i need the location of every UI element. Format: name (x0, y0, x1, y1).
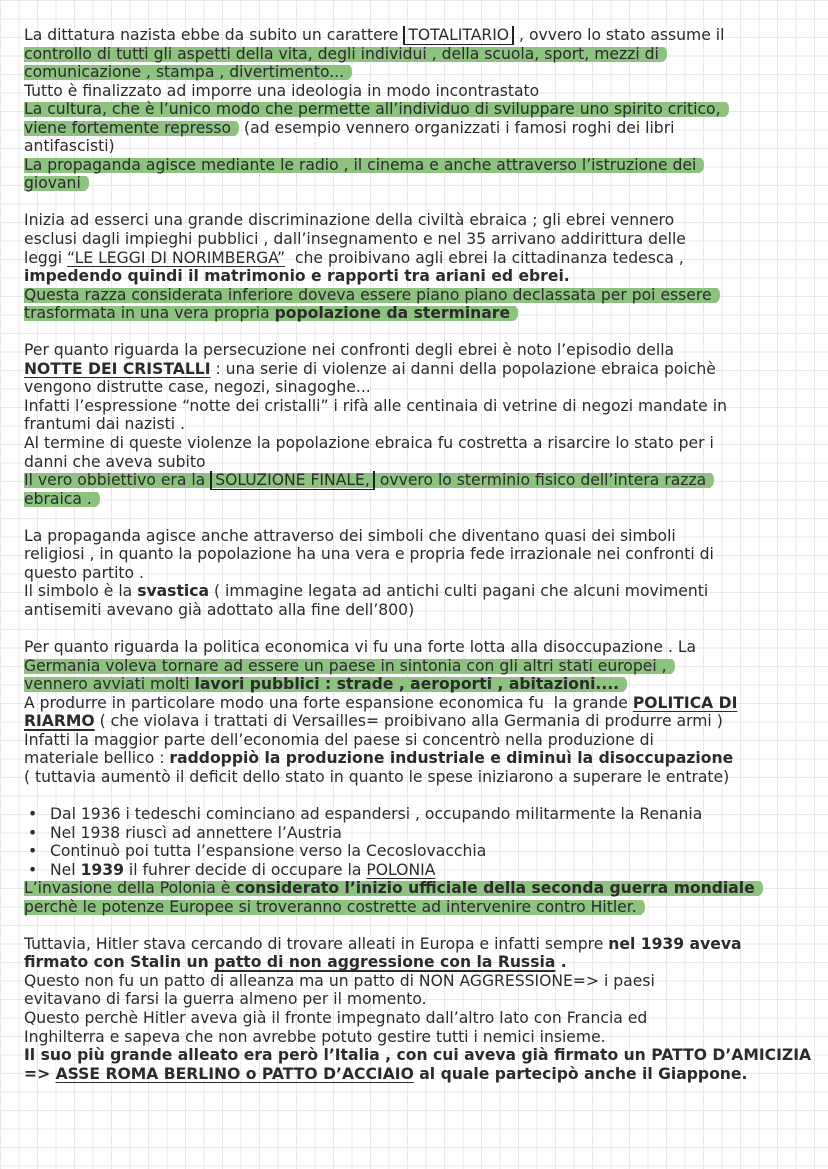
bold-text: firmato con Stalin un (24, 953, 215, 972)
paragraph-discriminazione (24, 211, 816, 322)
text-segment: L’invasione della Polonia è (24, 879, 236, 898)
text-segment: il fuhrer decide di occupare la (123, 860, 367, 879)
boxed-term: SOLUZIONE FINALE, (210, 471, 375, 490)
text-line (24, 694, 816, 713)
text-line (24, 490, 816, 509)
text-segment: Continuò poi tutta l’espansione verso la Cecoslovacchia (50, 842, 487, 861)
text-segment: evitavano di farsi la guerra almeno per il momento. (24, 990, 427, 1009)
text-line (24, 434, 816, 453)
underlined-term: patto di non aggressione con la Russia (214, 953, 556, 972)
text-segment: Il vero obbiettivo era la (24, 471, 211, 490)
bold-text: considerato l’inizio ufficiale della seconda guerra mondiale (235, 879, 755, 898)
text-line (24, 415, 816, 434)
text-segment: vengono distrutte case, negozi, sinagoghe... (24, 378, 371, 397)
text-line (24, 453, 816, 472)
list-item (24, 824, 816, 843)
text-segment: esclusi dagli impieghi pubblici , dall’insegnamento e nel 35 arrivano addirittura delle (24, 230, 686, 249)
text-line (24, 768, 816, 787)
text-segment: che proibivano agli ebrei la cittadinanza tedesca , (285, 248, 684, 267)
spacer (24, 508, 816, 527)
text-line (24, 211, 816, 230)
highlight-marker (24, 898, 645, 916)
text-line (24, 731, 816, 750)
text-segment: trasformata in una vera propria (24, 304, 275, 323)
text-segment: ( tuttavia aumentò il deficit dello stato in quanto le spese iniziarono a superare le entrate) (24, 767, 730, 786)
text-line (24, 82, 816, 101)
paragraph-alleanze (24, 935, 816, 1083)
text-line (24, 45, 816, 64)
bold-text: al quale partecipò anche il Giappone. (413, 1064, 748, 1083)
text-line (24, 1028, 816, 1047)
underlined-term: RIARMO (24, 712, 95, 731)
text-segment: , ovvero lo stato assume il (514, 26, 725, 44)
text-segment: Questo non fu un patto di alleanza ma un patto di NON AGGRESSIONE=> i paesi (24, 971, 655, 990)
bold-text: Il suo più grande alleato era però l’Italia , con cui aveva già firmato un PATTO D’AMICIZIA (24, 1046, 812, 1065)
bold-text: nel 1939 aveva (608, 934, 742, 953)
text-segment: danni che aveva subito (24, 452, 206, 471)
highlight-marker (24, 156, 704, 174)
text-segment: questo partito . (24, 563, 144, 582)
highlight-marker (24, 286, 720, 304)
text-line (24, 360, 816, 379)
text-line (24, 582, 816, 601)
text-line (24, 990, 816, 1009)
text-line (24, 953, 816, 972)
text-line (24, 712, 816, 731)
text-line (24, 545, 816, 564)
highlight-marker (24, 490, 100, 508)
text-segment: Dal 1936 i tedeschi cominciano ad espandersi , occupando militarmente la Renania (50, 804, 703, 823)
text-segment: controllo di tutti gli aspetti della vita, degli individui , della scuola, sport, mezzi di (24, 44, 659, 63)
text-line (24, 527, 816, 546)
text-segment: antifascisti) (24, 137, 115, 156)
text-segment: Infatti la maggior parte dell’economia del paese si concentrò nella produzione di (24, 730, 654, 749)
text-line (24, 156, 816, 175)
text-line (24, 378, 816, 397)
text-segment: viene fortemente represso (24, 118, 232, 137)
text-line (24, 749, 816, 768)
text-segment: La cultura, che è l’unico modo che permette all’individuo di sviluppare uno spirito critico, (24, 100, 721, 119)
text-line (24, 935, 816, 954)
paragraph-simboli (24, 527, 816, 620)
text-line (24, 304, 816, 323)
text-segment: Infatti l’espressione “notte dei cristalli” i rifà alle centinaia di vetrine di negozi mandate in (24, 396, 727, 415)
text-line (24, 174, 816, 193)
text-line (24, 601, 816, 620)
text-segment: Inizia ad esserci una grande discriminazione della civiltà ebraica ; gli ebrei vennero (24, 211, 675, 230)
text-segment: Questa razza considerata inferiore doveva essere piano piano declassata per poi essere (24, 285, 712, 304)
text-segment: Tuttavia, Hitler stava cercando di trovare alleati in Europa e infatti sempre (24, 934, 609, 953)
text-line (24, 638, 816, 657)
paragraph-politica-economica (24, 638, 816, 786)
text-segment: Per quanto riguarda la politica economica vi fu una forte lotta alla disoccupazione . La (24, 638, 697, 657)
paragraph-notte-cristalli (24, 341, 816, 508)
bold-text: => (24, 1064, 56, 1083)
text-line (24, 397, 816, 416)
list-item (24, 842, 816, 861)
bold-text: . (555, 953, 567, 972)
text-segment: ovvero lo sterminio fisico dell’intera razza (374, 471, 707, 490)
highlight-marker (24, 304, 518, 322)
text-line (24, 1046, 816, 1065)
text-segment: Inghilterra e sapeva che non avrebbe potuto gestire tutti i nemici insieme. (24, 1027, 606, 1046)
text-line (24, 972, 816, 991)
text-segment: Nel 1938 riuscì ad annettere l’Austria (50, 823, 342, 842)
highlight-marker (24, 879, 763, 897)
text-segment: : una serie di violenze ai danni della popolazione ebraica poichè (210, 359, 716, 378)
text-segment: (ad esempio vennero organizzati i famosi roghi dei libri (239, 118, 675, 137)
text-segment: ( che violava i trattati di Versailles= proibivano alla Germania di produrre armi ) (94, 712, 723, 731)
text-line (24, 341, 816, 360)
highlight-marker (24, 471, 714, 489)
underlined-term: POLONIA (366, 860, 436, 879)
bold-text: raddoppiò la produzione industriale e diminuì la disoccupazione (169, 749, 734, 768)
spacer (24, 323, 816, 342)
text-line (24, 26, 816, 45)
bold-text: svastica (137, 582, 210, 601)
highlight-marker (24, 119, 239, 137)
notes-page (24, 26, 816, 1083)
spacer (24, 786, 816, 805)
text-segment: perchè le potenze Europee si troveranno costrette ad intervenire contro Hitler. (24, 897, 637, 916)
text-segment: Tutto è finalizzato ad imporre una ideologia in modo incontrastato (24, 81, 540, 100)
underlined-term: ASSE ROMA BERLINO o PATTO D’ACCIAIO (55, 1064, 414, 1083)
text-line (24, 471, 816, 490)
highlight-marker (24, 45, 667, 63)
text-line (24, 898, 816, 917)
text-line (24, 1009, 816, 1028)
text-segment: A produrre in particolare modo una forte espansione economica fu la grande (24, 693, 633, 712)
text-segment: materiale bellico : (24, 749, 170, 768)
text-segment: Questo perchè Hitler aveva già il fronte impegnato dall’altro lato con Francia ed (24, 1008, 648, 1027)
underlined-term: NOTTE DEI CRISTALLI (24, 359, 211, 378)
text-line (24, 286, 816, 305)
text-segment: Per quanto riguarda la persecuzione nei confronti degli ebrei è noto l’episodio della (24, 341, 675, 360)
text-line (24, 564, 816, 583)
text-segment: Al termine di queste violenze la popolazione ebraica fu costretta a risarcire lo stato per i (24, 434, 714, 453)
text-line (24, 267, 816, 286)
text-line (24, 1065, 816, 1084)
list-item (24, 805, 816, 824)
highlight-marker (24, 100, 729, 118)
underlined-term: POLITICA DI (632, 693, 738, 712)
underlined-term: “LE LEGGI DI NORIMBERGA” (67, 248, 286, 267)
boxed-term: TOTALITARIO (403, 26, 514, 45)
text-line (24, 249, 816, 268)
text-line (24, 119, 816, 138)
text-segment: ( immagine legata ad antichi culti pagani che alcuni movimenti (209, 582, 709, 601)
list-espansione (24, 805, 816, 916)
text-segment: La dittatura nazista ebbe da subito un carattere (24, 26, 404, 44)
text-segment: La propaganda agisce mediante le radio , il cinema e anche attraverso l’istruzione dei (24, 155, 697, 174)
text-segment: frantumi dai nazisti . (24, 415, 186, 434)
text-segment: Germania voleva tornare ad essere un paese in sintonia con gli altri stati europei , (24, 656, 667, 675)
list-item (24, 861, 816, 880)
text-line (24, 137, 816, 156)
text-segment: Nel (50, 860, 81, 879)
text-line (24, 63, 816, 82)
bold-text: 1939 (80, 860, 124, 879)
text-segment: vennero avviati molti (24, 675, 195, 694)
bold-text: lavori pubblici : strade , aeroporti , abitazioni.... (194, 675, 620, 694)
text-segment: ebraica . (24, 489, 92, 508)
paragraph-dittatura (24, 26, 816, 193)
text-segment: comunicazione , stampa , divertimento... (24, 63, 345, 82)
bold-text: popolazione da sterminare (274, 304, 511, 323)
highlight-marker (24, 63, 352, 81)
text-line (24, 657, 816, 676)
text-segment: leggi (24, 248, 68, 267)
text-line (24, 879, 816, 898)
text-segment: religiosi , in quanto la popolazione ha una vera e propria fede irrazionale nei confronti di (24, 545, 714, 564)
text-segment: La propaganda agisce anche attraverso dei simboli che diventano quasi dei simboli (24, 526, 676, 545)
text-line (24, 230, 816, 249)
highlight-marker (24, 675, 627, 693)
text-line (24, 100, 816, 119)
bold-text: impedendo quindi il matrimonio e rapporti tra ariani ed ebrei. (24, 267, 570, 286)
text-segment: antisemiti avevano già adottato alla fine dell’800) (24, 600, 415, 619)
highlight-marker (24, 174, 89, 192)
text-segment: giovani (24, 174, 81, 193)
text-line (24, 675, 816, 694)
spacer (24, 916, 816, 935)
spacer (24, 620, 816, 639)
text-segment: Il simbolo è la (24, 582, 138, 601)
spacer (24, 193, 816, 212)
highlight-marker (24, 657, 675, 675)
